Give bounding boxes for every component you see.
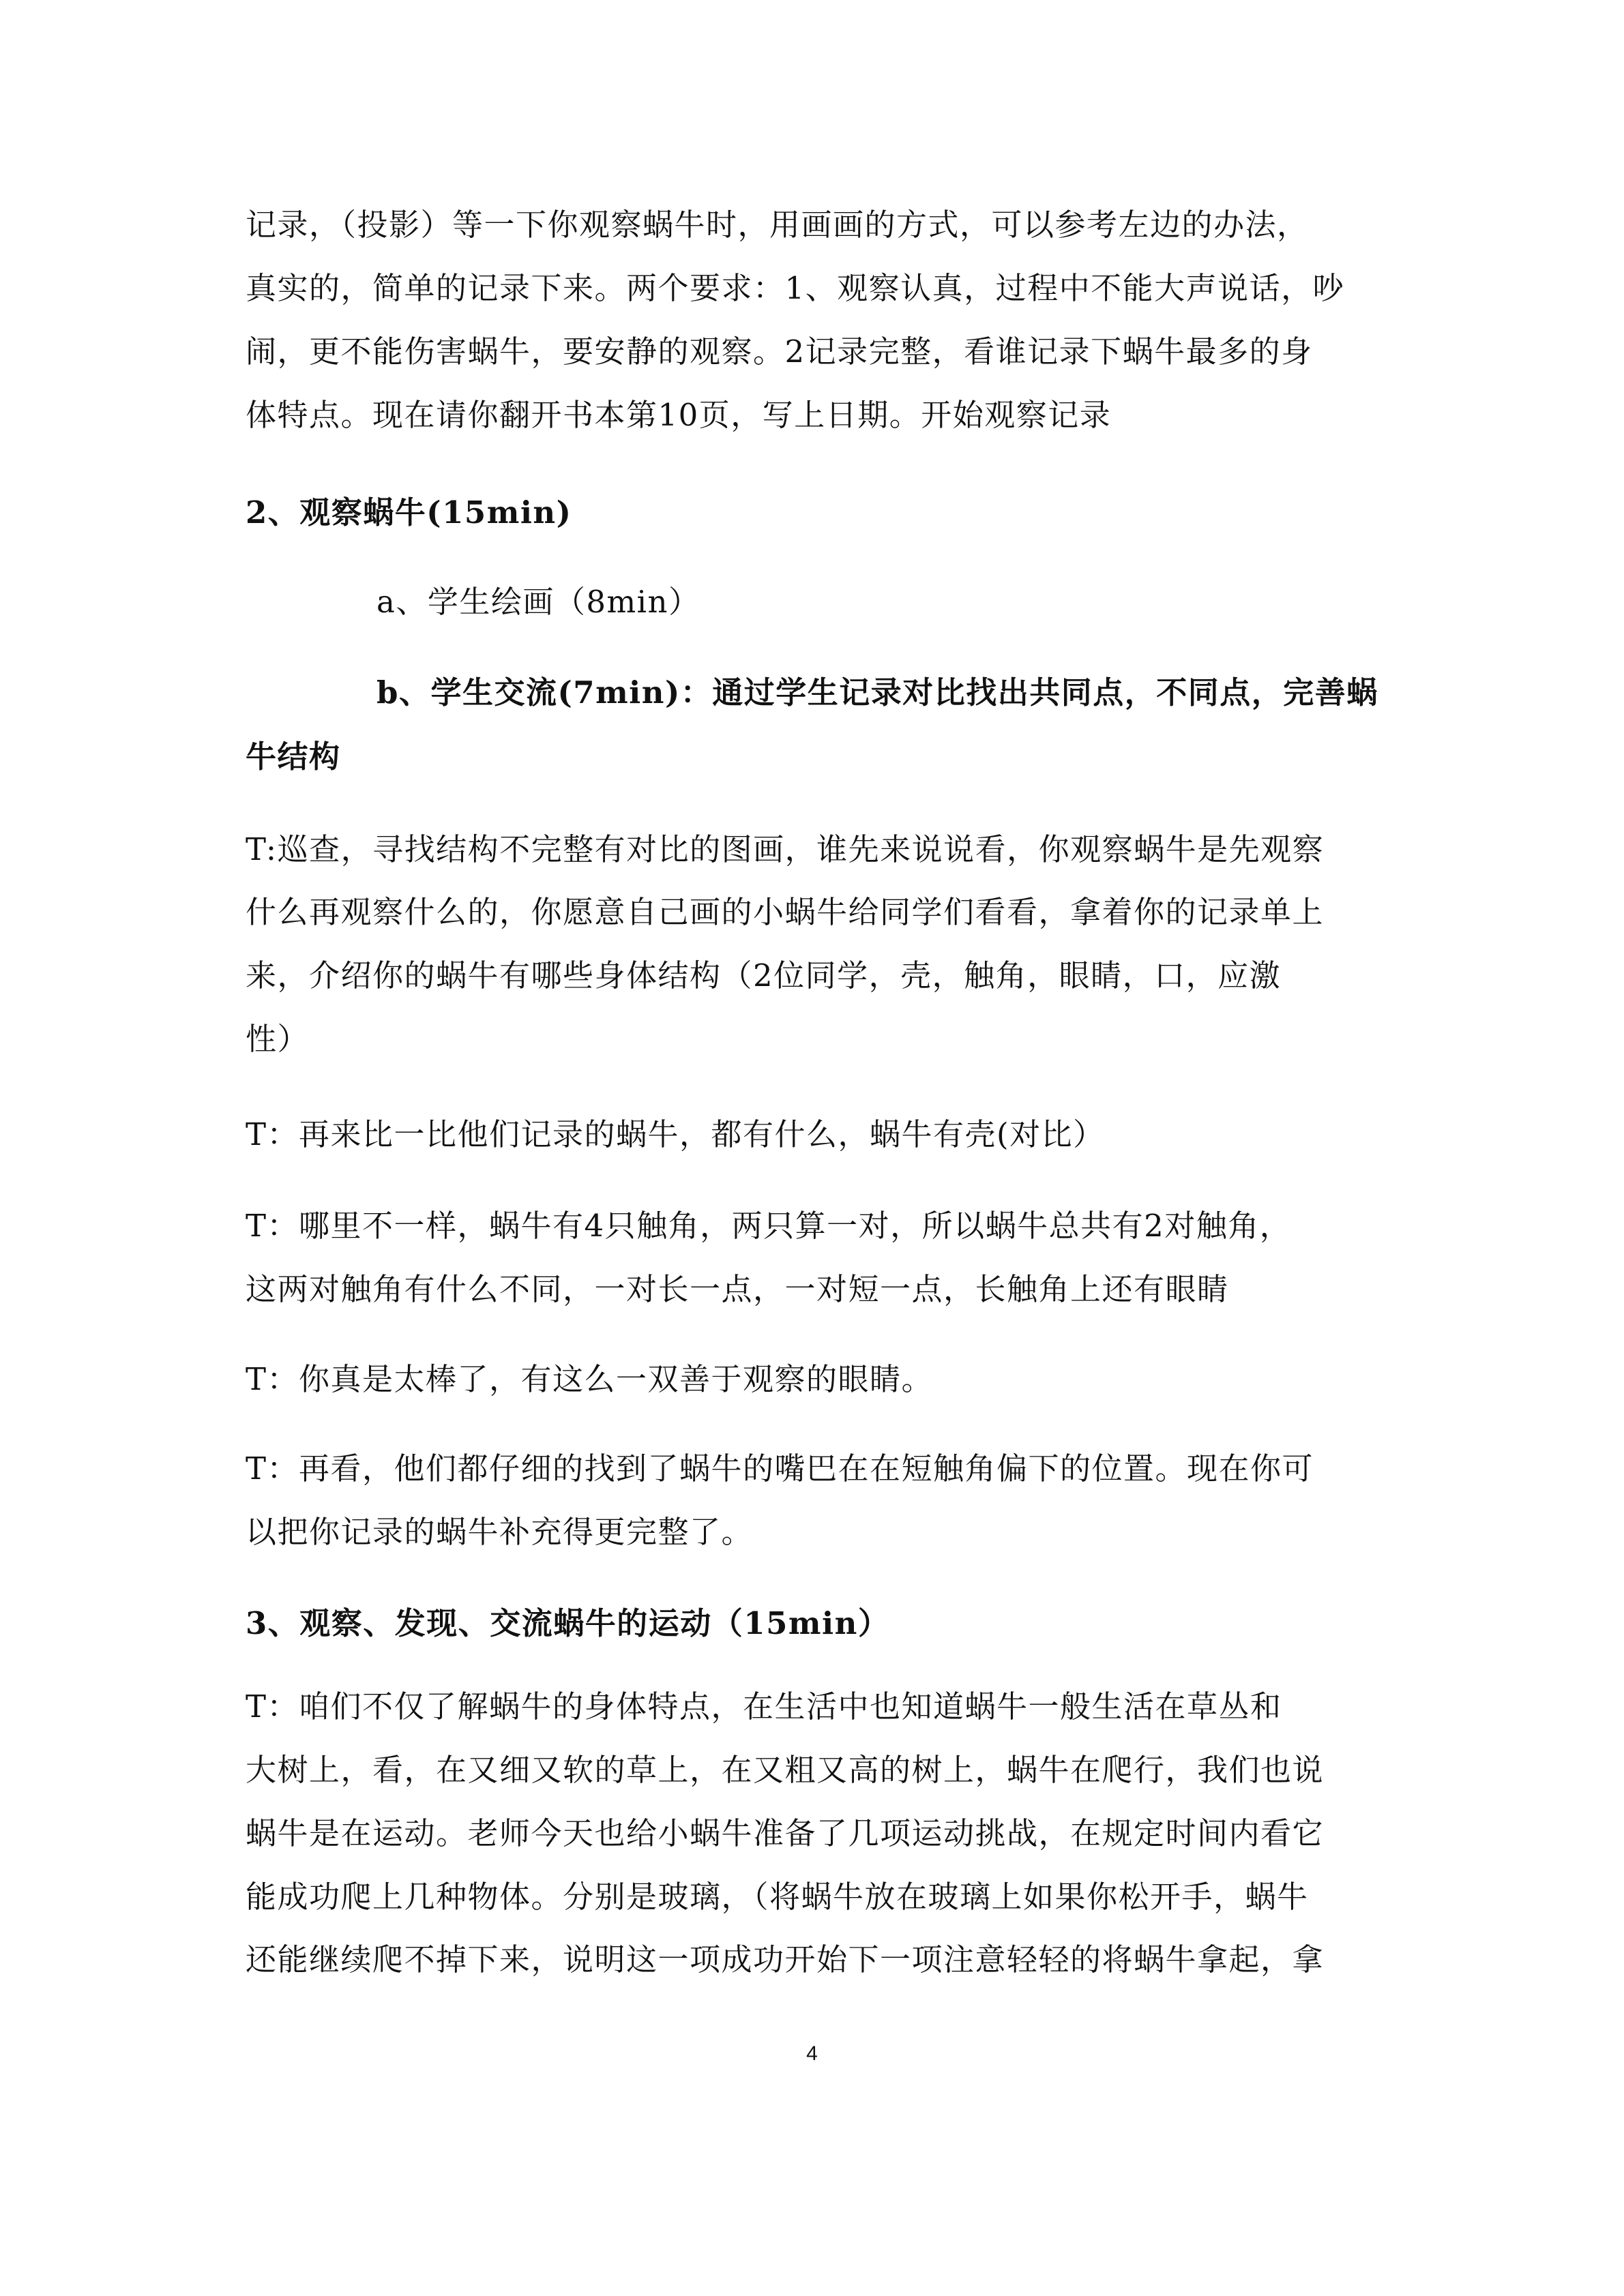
text-line: 这两对触角有什么不同，一对长一点，一对短一点，长触角上还有眼睛 bbox=[246, 1271, 1229, 1307]
text-line: T：再来比一比他们记录的蜗牛，都有什么，蜗牛有壳(对比） bbox=[246, 1116, 1105, 1152]
text-line: 蜗牛是在运动。老师今天也给小蜗牛准备了几项运动挑战，在规定时间内看它 bbox=[246, 1815, 1325, 1851]
text-line: T：再看，他们都仔细的找到了蜗牛的嘴巴在在短触角偏下的位置。现在你可 bbox=[246, 1450, 1314, 1487]
subsection-heading-continued: 牛结构 bbox=[246, 739, 341, 775]
text-line: 记录，（投影）等一下你观察蜗牛时，用画画的方式，可以参考左边的办法， bbox=[246, 207, 1309, 243]
page-number: 4 bbox=[806, 2042, 818, 2065]
text-line: 真实的，简单的记录下来。两个要求：1、观察认真，过程中不能大声说话，吵 bbox=[246, 270, 1345, 306]
text-line: 性） bbox=[246, 1021, 310, 1057]
text-line: T：你真是太棒了，有这么一双善于观察的眼睛。 bbox=[246, 1361, 934, 1397]
subsection-heading: a、学生绘画（8min） bbox=[377, 584, 700, 620]
section-heading: 3、观察、发现、交流蜗牛的运动（15min） bbox=[246, 1605, 890, 1641]
text-line: 什么再观察什么的，你愿意自己画的小蜗牛给同学们看看，拿着你的记录单上 bbox=[246, 894, 1325, 930]
text-line: 来，介绍你的蜗牛有哪些身体结构（2位同学，壳，触角，眼睛，口，应激 bbox=[246, 957, 1282, 994]
text-line: 大树上，看，在又细又软的草上，在又粗又高的树上，蜗牛在爬行，我们也说 bbox=[246, 1752, 1325, 1788]
text-line: T：咱们不仅了解蜗牛的身体特点，在生活中也知道蜗牛一般生活在草丛和 bbox=[246, 1688, 1282, 1725]
text-line: 以把你记录的蜗牛补充得更完整了。 bbox=[246, 1514, 754, 1550]
text-line: 能成功爬上几种物体。分别是玻璃，（将蜗牛放在玻璃上如果你松开手，蜗牛 bbox=[246, 1879, 1309, 1915]
section-heading: 2、观察蜗牛(15min) bbox=[246, 494, 572, 531]
subsection-heading: b、学生交流(7min)：通过学生记录对比找出共同点，不同点，完善蜗 bbox=[377, 674, 1378, 711]
text-line: T:巡查，寻找结构不完整有对比的图画，谁先来说说看，你观察蜗牛是先观察 bbox=[246, 831, 1325, 867]
text-line: T：哪里不一样，蜗牛有4只触角，两只算一对，所以蜗牛总共有2对触角， bbox=[246, 1208, 1292, 1244]
text-line: 体特点。现在请你翻开书本第10页，写上日期。开始观察记录 bbox=[246, 397, 1112, 433]
text-line: 还能继续爬不掉下来，说明这一项成功开始下一项注意轻轻的将蜗牛拿起，拿 bbox=[246, 1941, 1325, 1978]
text-line: 闹，更不能伤害蜗牛，要安静的观察。2记录完整，看谁记录下蜗牛最多的身 bbox=[246, 333, 1313, 370]
